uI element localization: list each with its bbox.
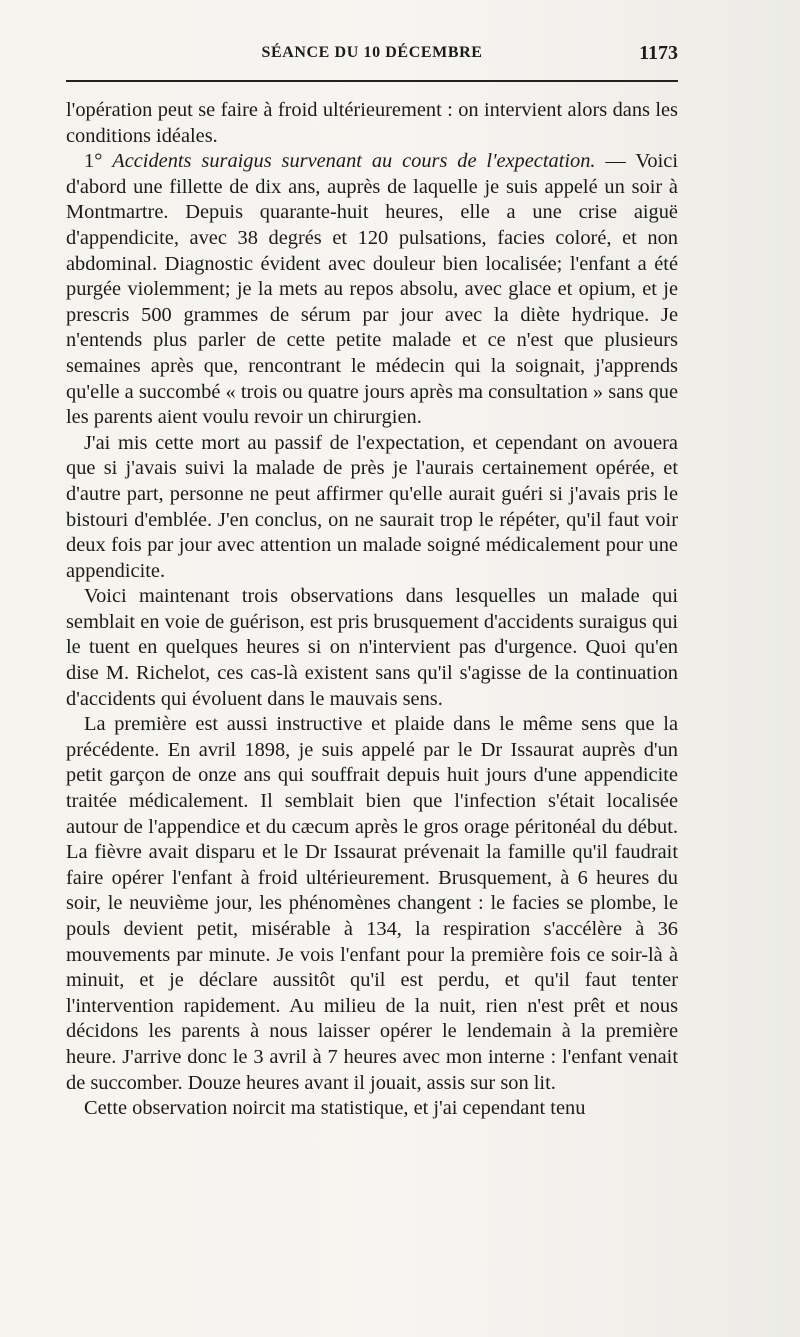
- header-rule: [66, 80, 678, 82]
- paragraph-4: Voici maintenant trois observations dans lesquelles un malade qui semblait en voie de guérison, est pris brusquement d'accidents suraigus qui le tuent en quelques heures si on n'intervient pas d'urgence. Quoi qu'en dise M. Richelot, ces cas-là existent sans qu'il s'agisse de la continuation d'accidents qui évoluent dans le mauvais sens.: [66, 585, 678, 710]
- paragraph-3: J'ai mis cette mort au passif de l'expectation, et cependant on avouera que si j'avais suivi la malade de près je l'aurais certainement opérée, et d'autre part, personne ne peut affirmer qu'elle aurait guéri si j'avais pris le bistouri d'emblée. J'en conclus, on ne saurait trop le répéter, qu'il faut voir deux fois par jour avec attention un malade soigné médicalement pour une appendicite.: [66, 431, 678, 582]
- page-number: 1173: [639, 42, 678, 64]
- body-text: [66, 98, 678, 1122]
- paragraph-6: Cette observation noircit ma statistique, et j'ai cependant tenu: [84, 1097, 586, 1120]
- paragraph-1: l'opération peut se faire à froid ultérieurement : on intervient alors dans les conditions idéales.: [66, 99, 678, 147]
- running-title: SÉANCE DU 10 DÉCEMBRE: [261, 44, 483, 61]
- section-heading: Accidents suraigus survenant au cours de l'expectation.: [112, 150, 596, 173]
- paragraph-2: 1° Accidents suraigus survenant au cours de l'expectation. — Voici d'abord une fillette de dix ans, auprès de laquelle je suis appelé un soir à Montmartre. Depuis quarante-huit heures, elle a une crise aiguë d'appendicite, avec 38 degrés et 120 pulsations, facies coloré, et non abdominal. Diagnostic évident avec douleur bien localisée; l'enfant a été purgée violemment; je la mets au repos absolu, avec glace et opium, et je prescris 500 grammes de sérum par jour avec la diète hydrique. Je n'entends plus parler de cette petite malade et ce n'est que plusieurs semaines après que, rencontrant le médecin qui la soignait, j'apprends qu'elle a succombé « trois ou quatre jours après ma consultation » sans que les parents aient voulu revoir un chirurgien.: [66, 150, 678, 429]
- section-number: 1°: [84, 150, 113, 173]
- paragraph-5: La première est aussi instructive et plaide dans le même sens que la précédente. En avril 1898, je suis appelé par le Dr Issaurat auprès d'un petit garçon de onze ans qui souffrait depuis huit jours d'une appendicite traitée médicalement. Il semblait bien que l'infection s'était localisée autour de l'appendice et du cæcum après le gros orage péritonéal du début. La fièvre avait disparu et le Dr Issaurat prévenait la famille qu'il faudrait faire opérer l'enfant à froid ultérieurement. Brusquement, à 6 heures du soir, le neuvième jour, les phénomènes changent : le facies se plombe, le pouls devient petit, misérable à 134, la respiration s'accélère à 36 mouvements par minute. Je vois l'enfant pour la première fois ce soir-là à minuit, et je déclare aussitôt qu'il est perdu, et qu'il faut tenter l'intervention rapidement. Au milieu de la nuit, rien n'est prêt et nous décidons les parents à nous laisser opérer le lendemain à la première heure. J'arrive donc le 3 avril à 7 heures avec mon interne : l'enfant venait de succomber. Douze heures avant il jouait, assis sur son lit.: [66, 713, 678, 1094]
- page-header: [66, 44, 678, 72]
